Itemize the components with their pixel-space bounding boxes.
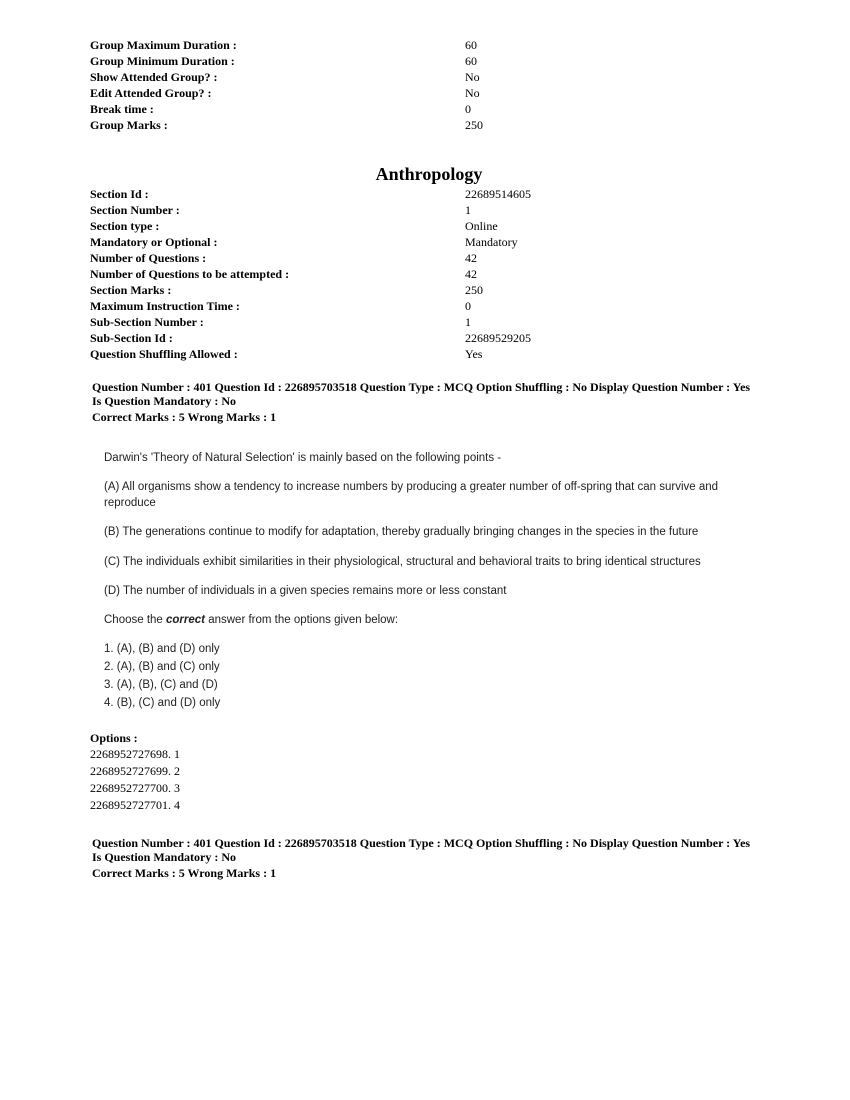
section-details — [90, 186, 690, 362]
section-row-label: Number of Questions : — [90, 251, 207, 265]
section-row-label: Section Id : — [90, 187, 149, 201]
group-row-value: 60 — [465, 54, 477, 68]
question-meta-text: Question Number : 401 Question Id : 226895703518 Question Type : MCQ Option Shuffling : No Display Question Number : Yes Is Question Mandatory : No — [92, 380, 751, 408]
section-row-label: Maximum Instruction Time : — [90, 299, 240, 313]
group-row-value: 0 — [465, 102, 471, 116]
section-row-value: 250 — [465, 283, 483, 297]
section-row — [90, 218, 690, 234]
question-point-a: (A) All organisms show a tendency to increase numbers by producing a greater number of off-spring that can survive and reproduce — [104, 481, 719, 509]
options-list — [90, 730, 180, 814]
section-row — [90, 282, 690, 298]
question-meta-text: Question Number : 401 Question Id : 226895703518 Question Type : MCQ Option Shuffling : No Display Question Number : Yes Is Question Mandatory : No — [92, 836, 751, 864]
section-row-value: 42 — [465, 251, 477, 265]
section-row — [90, 234, 690, 250]
option-item: 2268952727701. 4 — [90, 798, 180, 812]
question-meta — [92, 380, 752, 424]
instruction-suffix: answer from the options given below: — [205, 614, 399, 626]
group-row — [90, 101, 690, 117]
group-row — [90, 69, 690, 85]
option-item: 2268952727699. 2 — [90, 764, 180, 778]
instruction-emphasis: correct — [166, 614, 206, 626]
section-row-label: Section Number : — [90, 203, 180, 217]
group-row-label: Group Minimum Duration : — [90, 54, 235, 68]
section-row-value: Yes — [465, 347, 483, 361]
section-row-label: Sub-Section Id : — [90, 331, 173, 345]
section-row-label: Section Marks : — [90, 283, 172, 297]
question-point-c: (C) The individuals exhibit similarities in their physiological, structural and behavioral traits to bring identical structures — [104, 556, 701, 568]
question-instruction — [104, 612, 398, 628]
section-row-value: 0 — [465, 299, 471, 313]
question-marks: Correct Marks : 5 Wrong Marks : 1 — [92, 410, 277, 424]
group-row-label: Group Marks : — [90, 118, 168, 132]
group-row — [90, 53, 690, 69]
section-row — [90, 298, 690, 314]
options-label: Options : — [90, 731, 138, 745]
answer-choices — [104, 640, 220, 712]
section-row-value: 1 — [465, 315, 471, 329]
section-row-value: 1 — [465, 203, 471, 217]
question-point-b: (B) The generations continue to modify for adaptation, thereby gradually bringing changes in the species in the future — [104, 526, 699, 538]
option-item: 2268952727700. 3 — [90, 781, 180, 795]
section-row — [90, 346, 690, 362]
section-row — [90, 330, 690, 346]
section-row-label: Sub-Section Number : — [90, 315, 204, 329]
section-row-label: Mandatory or Optional : — [90, 235, 218, 249]
section-row-value: 42 — [465, 267, 477, 281]
answer-choice: 1. (A), (B) and (D) only — [104, 643, 220, 655]
group-details — [90, 37, 690, 133]
question-meta — [92, 836, 752, 880]
question-marks: Correct Marks : 5 Wrong Marks : 1 — [92, 866, 277, 880]
section-title: Anthropology — [375, 164, 483, 184]
answer-choice: 3. (A), (B), (C) and (D) — [104, 679, 218, 691]
section-row — [90, 266, 690, 282]
group-row-value: No — [465, 86, 480, 100]
group-row-value: 250 — [465, 118, 483, 132]
section-row-label: Question Shuffling Allowed : — [90, 347, 238, 361]
group-row — [90, 37, 690, 53]
instruction-prefix: Choose the — [104, 614, 167, 626]
group-row-value: 60 — [465, 38, 477, 52]
option-item: 2268952727698. 1 — [90, 747, 180, 761]
group-row — [90, 85, 690, 101]
section-row — [90, 186, 690, 202]
group-row — [90, 117, 690, 133]
question-point-d: (D) The number of individuals in a given species remains more or less constant — [104, 585, 507, 597]
section-row — [90, 202, 690, 218]
group-row-label: Group Maximum Duration : — [90, 38, 237, 52]
section-row — [90, 314, 690, 330]
section-row-label: Number of Questions to be attempted : — [90, 267, 290, 281]
section-row-value: 22689514605 — [465, 187, 531, 201]
group-row-value: No — [465, 70, 480, 84]
group-row-label: Edit Attended Group? : — [90, 86, 212, 100]
answer-choice: 4. (B), (C) and (D) only — [104, 697, 221, 709]
question-intro: Darwin's 'Theory of Natural Selection' is mainly based on the following points - — [104, 452, 502, 464]
section-row — [90, 250, 690, 266]
group-row-label: Break time : — [90, 102, 154, 116]
section-row-value: Online — [465, 219, 498, 233]
section-row-value: Mandatory — [465, 235, 518, 249]
section-row-value: 22689529205 — [465, 331, 531, 345]
section-row-label: Section type : — [90, 219, 160, 233]
group-row-label: Show Attended Group? : — [90, 70, 218, 84]
answer-choice: 2. (A), (B) and (C) only — [104, 661, 220, 673]
